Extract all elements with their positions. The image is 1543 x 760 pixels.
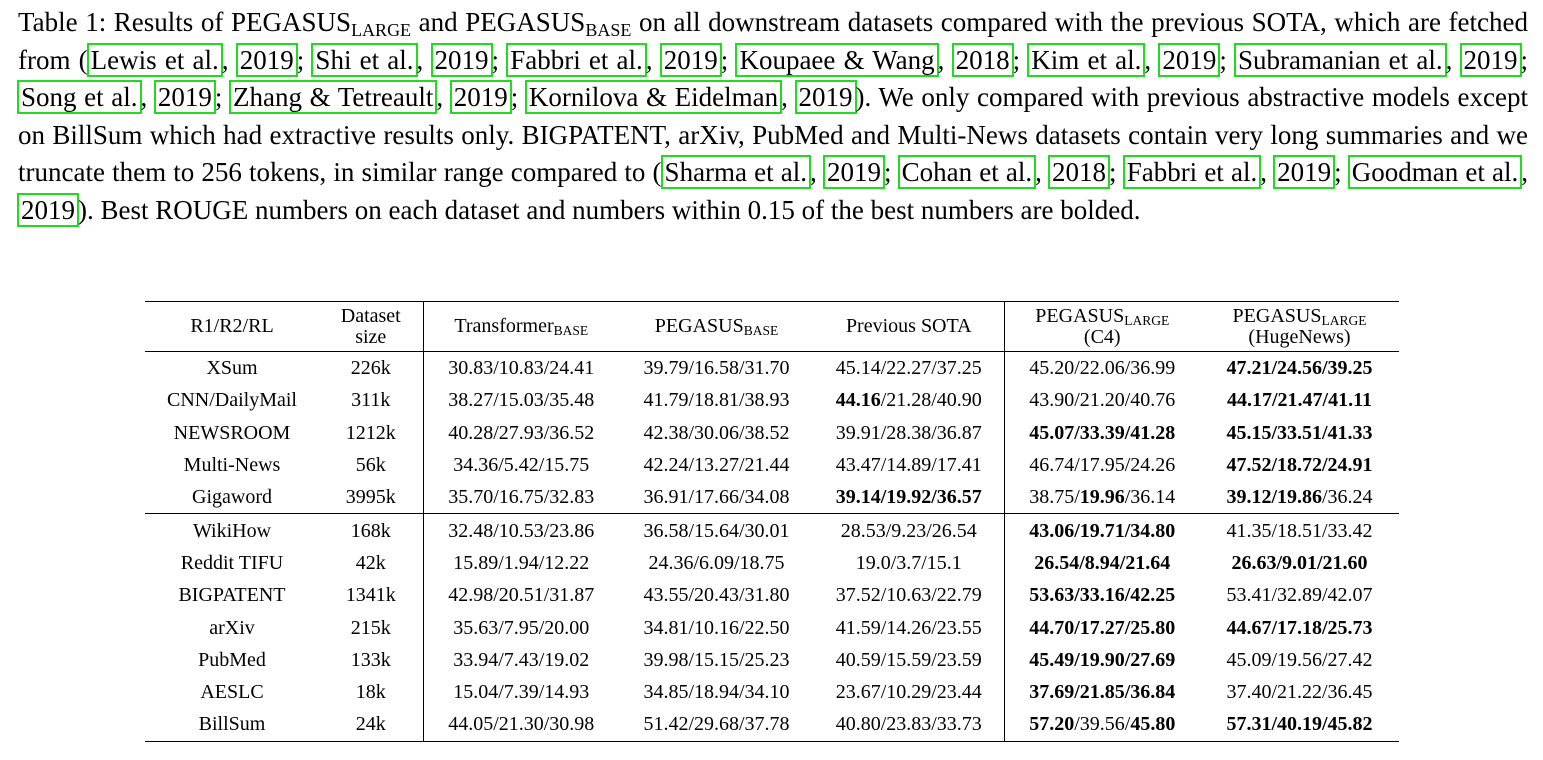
score: 53.41/32.89/42.07 — [1226, 584, 1373, 607]
rouge-score-cell — [619, 611, 814, 643]
rouge-score-cell — [814, 449, 1004, 481]
dataset-size-cell — [319, 547, 423, 579]
rouge-score-cell — [619, 547, 814, 579]
rouge-score-cell — [1200, 676, 1399, 708]
rouge-score-cell — [814, 547, 1004, 579]
rouge-score-cell — [423, 547, 619, 579]
score: 51.42/29.68/37.78 — [643, 713, 790, 736]
dataset-name: Reddit TIFU — [180, 551, 284, 574]
score: 43.55/20.43/31.80 — [643, 584, 790, 607]
score: 35.63/7.95/20.00 — [453, 616, 590, 639]
dataset-size: 24k — [355, 713, 386, 736]
dataset-name-cell — [145, 611, 319, 643]
citation-link[interactable]: 2019 — [154, 80, 216, 114]
caption-text: ; — [296, 44, 313, 75]
header-row — [145, 302, 1399, 352]
rouge-score-cell — [619, 384, 814, 416]
rouge-score-cell — [1004, 481, 1200, 514]
dataset-size: 56k — [355, 454, 386, 477]
bold-score: 57.20 — [1029, 713, 1075, 736]
rouge-score-cell — [423, 514, 619, 547]
rouge-score-cell — [619, 352, 814, 385]
caption-text: ; — [1520, 44, 1529, 75]
bold-score: 45.49/19.90/27.69 — [1029, 648, 1176, 671]
rouge-score-cell — [1004, 514, 1200, 547]
rouge-score-cell — [1200, 481, 1399, 514]
rouge-score-cell — [1004, 547, 1200, 579]
caption-text: ; — [1219, 44, 1236, 75]
citation-link[interactable]: Kornilova & Eidelman — [525, 80, 782, 114]
dataset-name-cell — [145, 547, 319, 579]
dataset-name: BIGPATENT — [178, 584, 286, 607]
caption-text: , — [416, 44, 432, 75]
caption-text: Table 1: Results of PEGASUS — [18, 7, 352, 37]
rouge-score-cell — [619, 676, 814, 708]
score: 43.90/21.20/40.76 — [1029, 389, 1176, 412]
rouge-score-cell — [814, 417, 1004, 449]
bold-score: 19.96 — [1079, 486, 1125, 509]
rouge-score-cell — [814, 644, 1004, 676]
rouge-score-cell — [619, 417, 814, 449]
caption-text: , — [221, 44, 237, 75]
score: 41.35/18.51/33.42 — [1226, 519, 1373, 542]
rouge-score-cell — [619, 579, 814, 611]
bold-score: 47.52/18.72/24.91 — [1226, 454, 1373, 477]
rouge-score-cell — [814, 481, 1004, 514]
score: 45.14/22.27/37.25 — [835, 357, 982, 380]
bold-score: 26.54/8.94/21.64 — [1034, 551, 1171, 574]
score: 34.36/5.42/15.75 — [453, 454, 590, 477]
rouge-score-cell — [423, 352, 619, 385]
dataset-name: WikiHow — [192, 519, 272, 542]
score: 37.40/21.22/36.45 — [1226, 681, 1373, 704]
bold-score: 44.67/17.18/25.73 — [1226, 616, 1373, 639]
caption-text: , — [781, 82, 796, 112]
caption-text: , — [1445, 44, 1461, 75]
score: 39.91/28.38/36.87 — [835, 421, 982, 444]
rouge-score-cell — [1004, 708, 1200, 741]
caption-text: , — [1521, 157, 1529, 187]
rouge-score-cell — [1200, 579, 1399, 611]
caption-text: , — [810, 157, 824, 187]
bold-score: 45.07/33.39/41.28 — [1029, 421, 1176, 444]
dataset-size-cell — [319, 676, 423, 708]
table-row — [145, 579, 1399, 611]
citation-link[interactable]: 2019 — [1158, 43, 1220, 77]
dataset-size-header — [319, 302, 423, 352]
rouge-score-cell — [814, 611, 1004, 643]
dataset-size-cell — [319, 449, 423, 481]
transformer-base-header — [423, 302, 619, 352]
caption-text: , — [1035, 157, 1050, 187]
bold-score: 43.06/19.71/34.80 — [1029, 519, 1176, 542]
header-label: Dataset — [340, 304, 401, 327]
score: 46.74/17.95/24.26 — [1029, 454, 1176, 477]
score: 34.85/18.94/34.10 — [643, 681, 790, 704]
score: 33.94/7.43/19.02 — [453, 648, 590, 671]
bold-score: 44.70/17.27/25.80 — [1029, 616, 1176, 639]
rouge-score-cell — [1200, 547, 1399, 579]
dataset-name-cell — [145, 481, 319, 514]
table-row — [145, 352, 1399, 385]
citation-link[interactable]: Shi et al. — [311, 43, 417, 77]
caption-text: , — [1144, 44, 1160, 75]
header-label: R1/R2/RL — [190, 315, 274, 337]
pegasus-large-c4-header — [1004, 302, 1200, 352]
rouge-score-cell — [423, 417, 619, 449]
bold-score: 45.15/33.51/41.33 — [1226, 421, 1373, 444]
dataset-size-cell — [319, 481, 423, 514]
dataset-name-cell — [145, 352, 319, 385]
caption-text: , — [645, 44, 661, 75]
score: 39.98/15.15/25.23 — [643, 648, 790, 671]
header-label: Previous SOTA — [845, 315, 972, 337]
rouge-score-cell — [423, 676, 619, 708]
dataset-name-cell — [145, 514, 319, 547]
dataset-name: CNN/DailyMail — [167, 389, 297, 412]
dataset-size: 42k — [355, 551, 386, 574]
dataset-size: 18k — [355, 681, 386, 704]
bold-score: 47.21/24.56/39.25 — [1226, 357, 1373, 380]
score: 42.38/30.06/38.52 — [643, 421, 790, 444]
caption-text: , — [1260, 157, 1275, 187]
rouge-score-cell — [1200, 384, 1399, 416]
citation-link[interactable]: Goodman et al. — [1348, 155, 1523, 189]
rouge-score-cell — [1200, 611, 1399, 643]
caption-text: ; — [491, 44, 508, 75]
score: 32.48/10.53/23.86 — [448, 519, 595, 542]
dataset-size-cell — [319, 644, 423, 676]
rouge-score-cell — [1004, 611, 1200, 643]
citation-link[interactable]: 2019 — [236, 43, 298, 77]
table-row — [145, 611, 1399, 643]
table-row — [145, 708, 1399, 741]
dataset-size: 1212k — [345, 421, 396, 444]
table-row — [145, 481, 1399, 514]
rouge-score-cell — [814, 352, 1004, 385]
rouge-score-cell — [1200, 708, 1399, 741]
score: 34.81/10.16/22.50 — [643, 616, 790, 639]
dataset-name-cell — [145, 417, 319, 449]
caption-text: ; — [1334, 157, 1349, 187]
rouge-score-cell — [1004, 417, 1200, 449]
citation-link[interactable]: 2018 — [952, 43, 1014, 77]
score: /21.28/40.90 — [880, 389, 982, 412]
previous-sota-header — [814, 302, 1004, 352]
score: 35.70/16.75/32.83 — [448, 486, 595, 509]
score: 36.91/17.66/34.08 — [643, 486, 790, 509]
score: 41.59/14.26/23.55 — [835, 616, 982, 639]
header-subscript: BASE — [553, 323, 589, 338]
bold-score: 53.63/33.16/42.25 — [1029, 584, 1176, 607]
rouge-score-cell — [814, 514, 1004, 547]
caption-text: ; — [1012, 44, 1029, 75]
dataset-size-cell — [319, 384, 423, 416]
bold-score: 44.17/21.47/41.11 — [1226, 389, 1372, 412]
rouge-score-cell — [619, 514, 814, 547]
dataset-size: 311k — [351, 389, 391, 412]
rouge-score-cell — [1004, 384, 1200, 416]
dataset-name: Multi-News — [183, 454, 281, 477]
score: 42.98/20.51/31.87 — [448, 584, 595, 607]
rouge-score-cell — [1200, 352, 1399, 385]
rouge-score-cell — [1200, 514, 1399, 547]
table-row — [145, 417, 1399, 449]
caption-text: ). We only compared with previous abstractive models except on BillSum which had extractive results only. BIGPATENT, arXiv, PubMed and Multi-News datasets contain very long summaries and we truncate them to 256 tokens, in similar range compared to ( — [18, 82, 1528, 187]
header-label: (C4) — [1083, 325, 1121, 348]
citation-link[interactable]: Koupaee & Wang — [735, 43, 938, 77]
dataset-size: 133k — [350, 648, 391, 671]
score: 23.67/10.29/23.44 — [835, 681, 982, 704]
citation-link[interactable]: Fabbri et al. — [506, 43, 647, 77]
citation-link[interactable]: 2019 — [795, 80, 857, 114]
dataset-name-cell — [145, 384, 319, 416]
rouge-score-cell — [619, 644, 814, 676]
caption-text: ; — [214, 82, 231, 112]
score: 45.09/19.56/27.42 — [1226, 648, 1373, 671]
results-table — [145, 301, 1399, 742]
rouge-score-cell — [814, 708, 1004, 741]
citation-link[interactable]: Subramanian et al. — [1234, 43, 1447, 77]
table-row — [145, 514, 1399, 547]
dataset-size-cell — [319, 417, 423, 449]
table-row — [145, 547, 1399, 579]
bold-score: 57.31/40.19/45.82 — [1226, 713, 1373, 736]
caption-subscript: BASE — [585, 20, 632, 40]
score: 37.52/10.63/22.79 — [835, 584, 982, 607]
score: 38.75/ — [1029, 486, 1080, 509]
bold-score: 45.80 — [1130, 713, 1176, 736]
score: /36.14 — [1124, 486, 1176, 509]
score: 40.59/15.59/23.59 — [835, 648, 982, 671]
rouge-score-cell — [619, 708, 814, 741]
citation-link[interactable]: Song et al. — [17, 80, 142, 114]
dataset-name-cell — [145, 708, 319, 741]
score: 15.89/1.94/12.22 — [453, 551, 590, 574]
score: 43.47/14.89/17.41 — [835, 454, 982, 477]
rouge-score-cell — [423, 644, 619, 676]
rouge-score-cell — [814, 384, 1004, 416]
header-label: PEGASUS — [1035, 304, 1125, 327]
bold-score: 39.12/19.86 — [1226, 486, 1322, 509]
citation-link[interactable]: Sharma et al. — [661, 155, 812, 189]
caption-text: on all downstream datasets compared with the previous SOTA, which are fetched from ( — [18, 7, 1528, 75]
citation-link[interactable]: Kim et al. — [1027, 43, 1145, 77]
score: 45.20/22.06/36.99 — [1029, 357, 1176, 380]
dataset-size: 215k — [350, 616, 391, 639]
header-label: PEGASUS — [1232, 304, 1322, 327]
score: 28.53/9.23/26.54 — [840, 519, 977, 542]
table-row — [145, 676, 1399, 708]
pegasus-base-header — [619, 302, 814, 352]
rouge-score-cell — [423, 449, 619, 481]
rouge-score-cell — [619, 481, 814, 514]
header-label: Transformer — [454, 315, 554, 337]
dataset-size-cell — [319, 352, 423, 385]
rouge-score-cell — [1004, 449, 1200, 481]
score: 39.79/16.58/31.70 — [643, 357, 790, 380]
rouge-score-cell — [1004, 644, 1200, 676]
score: 15.04/7.39/14.93 — [453, 681, 590, 704]
dataset-size: 1341k — [345, 584, 396, 607]
table-body — [145, 352, 1399, 742]
caption-text: ; — [883, 157, 899, 187]
citation-link[interactable]: 2019 — [1273, 155, 1335, 189]
rouge-score-cell — [619, 449, 814, 481]
header-label: (HugeNews) — [1248, 325, 1351, 348]
header-subscript: LARGE — [1321, 312, 1367, 328]
rouge-score-cell — [423, 481, 619, 514]
dataset-size: 3995k — [345, 486, 396, 509]
pegasus-large-hugenews-header — [1200, 302, 1399, 352]
table-row — [145, 644, 1399, 676]
dataset-name: AESLC — [200, 681, 264, 704]
table-row — [145, 449, 1399, 481]
dataset-size-cell — [319, 579, 423, 611]
caption-text: , — [937, 44, 953, 75]
score: 44.05/21.30/30.98 — [448, 713, 595, 736]
citation-link[interactable]: 2019 — [823, 155, 885, 189]
citation-link[interactable]: Zhang & Tetreault — [229, 80, 437, 114]
dataset-size-cell — [319, 514, 423, 547]
citation-link[interactable]: 2019 — [1460, 43, 1522, 77]
score: 41.79/18.81/38.93 — [643, 389, 790, 412]
bold-score: 26.63/9.01/21.60 — [1231, 551, 1368, 574]
score: /39.56/ — [1074, 713, 1131, 736]
score: 30.83/10.83/24.41 — [448, 357, 595, 380]
caption-text: and PEGASUS — [411, 7, 586, 37]
rouge-score-cell — [1200, 417, 1399, 449]
score: /36.24 — [1322, 486, 1373, 509]
citation-link[interactable]: Fabbri et al. — [1123, 155, 1262, 189]
bold-score: 44.16 — [835, 389, 881, 412]
caption-subscript: LARGE — [351, 20, 412, 40]
caption-text: ; — [1109, 157, 1124, 187]
dataset-name: BillSum — [198, 713, 266, 736]
rouge-score-cell — [1004, 676, 1200, 708]
dataset-name-cell — [145, 676, 319, 708]
caption-text: , — [140, 82, 155, 112]
caption-text: ; — [510, 82, 526, 112]
header-subscript: BASE — [743, 323, 779, 338]
header-label: PEGASUS — [654, 315, 744, 337]
caption-text: ; — [720, 44, 737, 75]
rouge-score-cell — [423, 611, 619, 643]
rouge-score-cell — [1200, 449, 1399, 481]
dataset-size-cell — [319, 708, 423, 741]
rouge-score-cell — [1200, 644, 1399, 676]
rouge-score-cell — [423, 579, 619, 611]
rouge-score-cell — [814, 579, 1004, 611]
score: 24.36/6.09/18.75 — [648, 551, 785, 574]
dataset-name: arXiv — [209, 616, 255, 639]
dataset-name: XSum — [206, 357, 258, 380]
rouge-score-cell — [814, 676, 1004, 708]
rouge-score-cell — [423, 708, 619, 741]
citation-link[interactable]: Cohan et al. — [898, 155, 1037, 189]
dataset-name: Gigaword — [192, 486, 272, 509]
score: 38.27/15.03/35.48 — [448, 389, 595, 412]
header-label: size — [355, 325, 387, 348]
dataset-name-cell — [145, 644, 319, 676]
caption-text: , — [436, 82, 451, 112]
table-caption — [18, 4, 1528, 229]
dataset-size: 168k — [350, 519, 391, 542]
rouge-score-cell — [423, 384, 619, 416]
score: 36.58/15.64/30.01 — [643, 519, 790, 542]
dataset-name: PubMed — [198, 648, 266, 671]
caption-text: ). Best ROUGE numbers on each dataset and numbers within 0.15 of the best numbers are bolded. — [78, 194, 1141, 225]
bold-score: 39.14/19.92/36.57 — [835, 486, 982, 509]
citation-link[interactable]: 2019 — [660, 43, 722, 77]
citation-link[interactable]: 2019 — [431, 43, 493, 77]
metric-header — [145, 302, 319, 352]
bold-score: 37.69/21.85/36.84 — [1029, 681, 1176, 704]
score: 40.28/27.93/36.52 — [448, 421, 595, 444]
table-row — [145, 384, 1399, 416]
citation-link[interactable]: Lewis et al. — [87, 43, 223, 77]
citation-link[interactable]: 2019 — [17, 193, 79, 227]
score: 19.0/3.7/15.1 — [855, 551, 962, 574]
dataset-name: NEWSROOM — [173, 421, 291, 444]
citation-link[interactable]: 2018 — [1048, 155, 1110, 189]
dataset-size: 226k — [350, 357, 391, 380]
score: 42.24/13.27/21.44 — [643, 454, 790, 477]
rouge-score-cell — [1004, 579, 1200, 611]
dataset-name-cell — [145, 449, 319, 481]
dataset-size-cell — [319, 611, 423, 643]
dataset-name-cell — [145, 579, 319, 611]
citation-link[interactable]: 2019 — [450, 80, 512, 114]
rouge-score-cell — [1004, 352, 1200, 385]
header-subscript: LARGE — [1124, 312, 1170, 328]
score: 40.80/23.83/33.73 — [835, 713, 982, 736]
